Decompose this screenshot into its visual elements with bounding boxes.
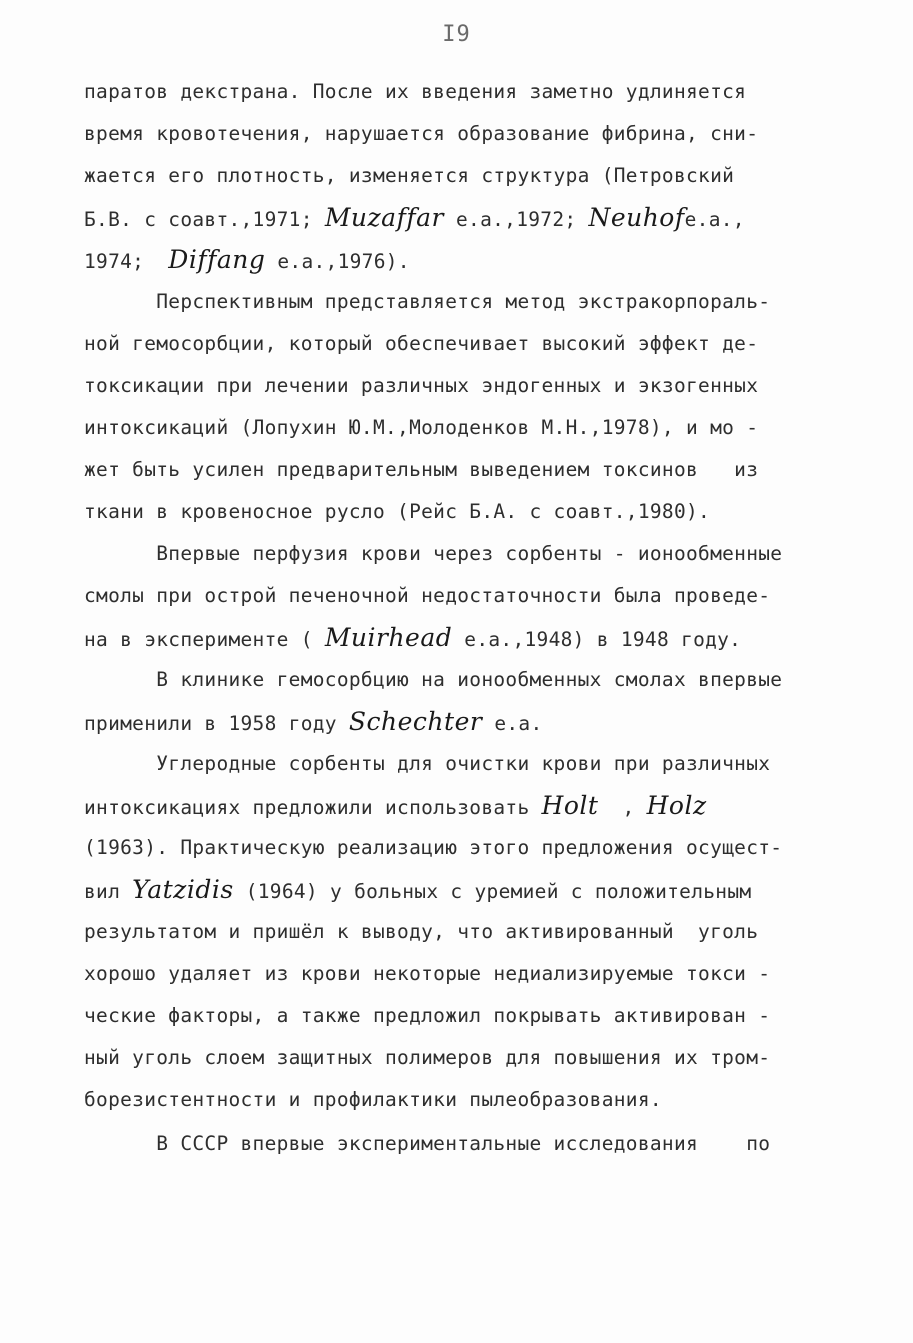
text-line (84, 330, 758, 358)
typed-text: e.a.,1976). (265, 250, 410, 273)
typed-text: жается его плотность, изменяется структура (Петровский (84, 164, 735, 187)
text-line (84, 1002, 770, 1030)
handwritten-name: Diffang (168, 245, 266, 274)
handwritten-name: Yatzidis (132, 875, 234, 904)
typed-text: Впервые перфузия крови через сорбенты - ионообменные (84, 542, 783, 565)
handwritten-name: Neuhof (588, 203, 685, 232)
typed-text: Б.В. с соавт.,1971; (84, 208, 325, 231)
text-line (84, 498, 710, 526)
text-line (84, 120, 758, 148)
typed-text: Углеродные сорбенты для очистки крови при различных (84, 752, 771, 775)
typed-text: e.a.,1972; (443, 208, 589, 231)
text-line (84, 960, 770, 988)
typed-text: e.a. (482, 712, 543, 735)
handwritten-name: Schechter (348, 707, 483, 736)
text-line (84, 582, 770, 610)
text-line (84, 750, 770, 778)
text-line (84, 372, 758, 400)
text-line (84, 540, 782, 568)
text-line (84, 1044, 770, 1072)
text-line (84, 624, 741, 654)
typed-text: e.a.,1948) в 1948 году. (452, 628, 742, 651)
text-line (84, 414, 758, 442)
typed-text: (1963). Практическую реализацию этого предложения осущест- (84, 836, 783, 859)
text-line (84, 834, 782, 862)
text-line (84, 918, 758, 946)
text-line (84, 666, 782, 694)
typed-text: ный уголь слоем защитных полимеров для повышения их тром- (84, 1046, 771, 1069)
typed-text: паратов декстрана. После их введения заметно удлиняется (84, 80, 747, 103)
typed-text: результатом и пришёл к выводу, что активированный уголь (84, 920, 759, 943)
typed-text: ной гемосорбции, который обеспечивает высокий эффект де- (84, 332, 759, 355)
text-line (84, 246, 410, 276)
text-line (84, 708, 543, 738)
text-line (84, 1086, 662, 1114)
handwritten-name: Muzaffar (324, 203, 444, 232)
handwritten-name: Muirhead (324, 623, 453, 652)
text-line (84, 792, 707, 822)
typed-text: ткани в кровеносное русло (Рейс Б.А. с соавт.,1980). (84, 500, 711, 523)
typed-text: жет быть усилен предварительным выведением токсинов из (84, 458, 759, 481)
text-line (84, 456, 758, 484)
typed-text: интоксикациях предложили использовать (84, 796, 542, 819)
typed-text: 1974; (84, 250, 169, 273)
typed-text: применили в 1958 году (84, 712, 349, 735)
handwritten-name: Holt (541, 791, 599, 820)
typed-text: интоксикаций (Лопухин Ю.М.,Молоденков М.Н.,1978), и мо - (84, 416, 759, 439)
typed-text: хорошо удаляет из крови некоторые недиализируемые токси - (84, 962, 771, 985)
typed-text: (1964) у больных с уремией с положительным (233, 880, 752, 903)
text-line (84, 1130, 770, 1158)
typed-text: e.a., (684, 208, 745, 231)
typed-text: ческие факторы, а также предложил покрывать активирован - (84, 1004, 771, 1027)
typed-text: токсикации при лечении различных эндогенных и экзогенных (84, 374, 759, 397)
text-line (84, 204, 745, 234)
page-number: I9 (442, 22, 471, 47)
typed-text: Перспективным представляется метод экстракорпораль- (84, 290, 771, 313)
typed-text: В СССР впервые экспериментальные исследования по (84, 1132, 771, 1155)
typed-text: смолы при острой печеночной недостаточности была проведе- (84, 584, 771, 607)
typed-text: борезистентности и профилактики пылеобразования. (84, 1088, 662, 1111)
typed-text: время кровотечения, нарушается образование фибрина, сни- (84, 122, 759, 145)
typed-text: вил (84, 880, 133, 903)
handwritten-name: Holz (646, 791, 707, 820)
typed-text: на в эксперименте ( (84, 628, 325, 651)
typed-text: , (598, 796, 647, 819)
typed-text: В клинике гемосорбцию на ионообменных смолах впервые (84, 668, 783, 691)
text-line (84, 78, 746, 106)
text-line (84, 288, 770, 316)
text-line (84, 876, 751, 906)
text-line (84, 162, 734, 190)
